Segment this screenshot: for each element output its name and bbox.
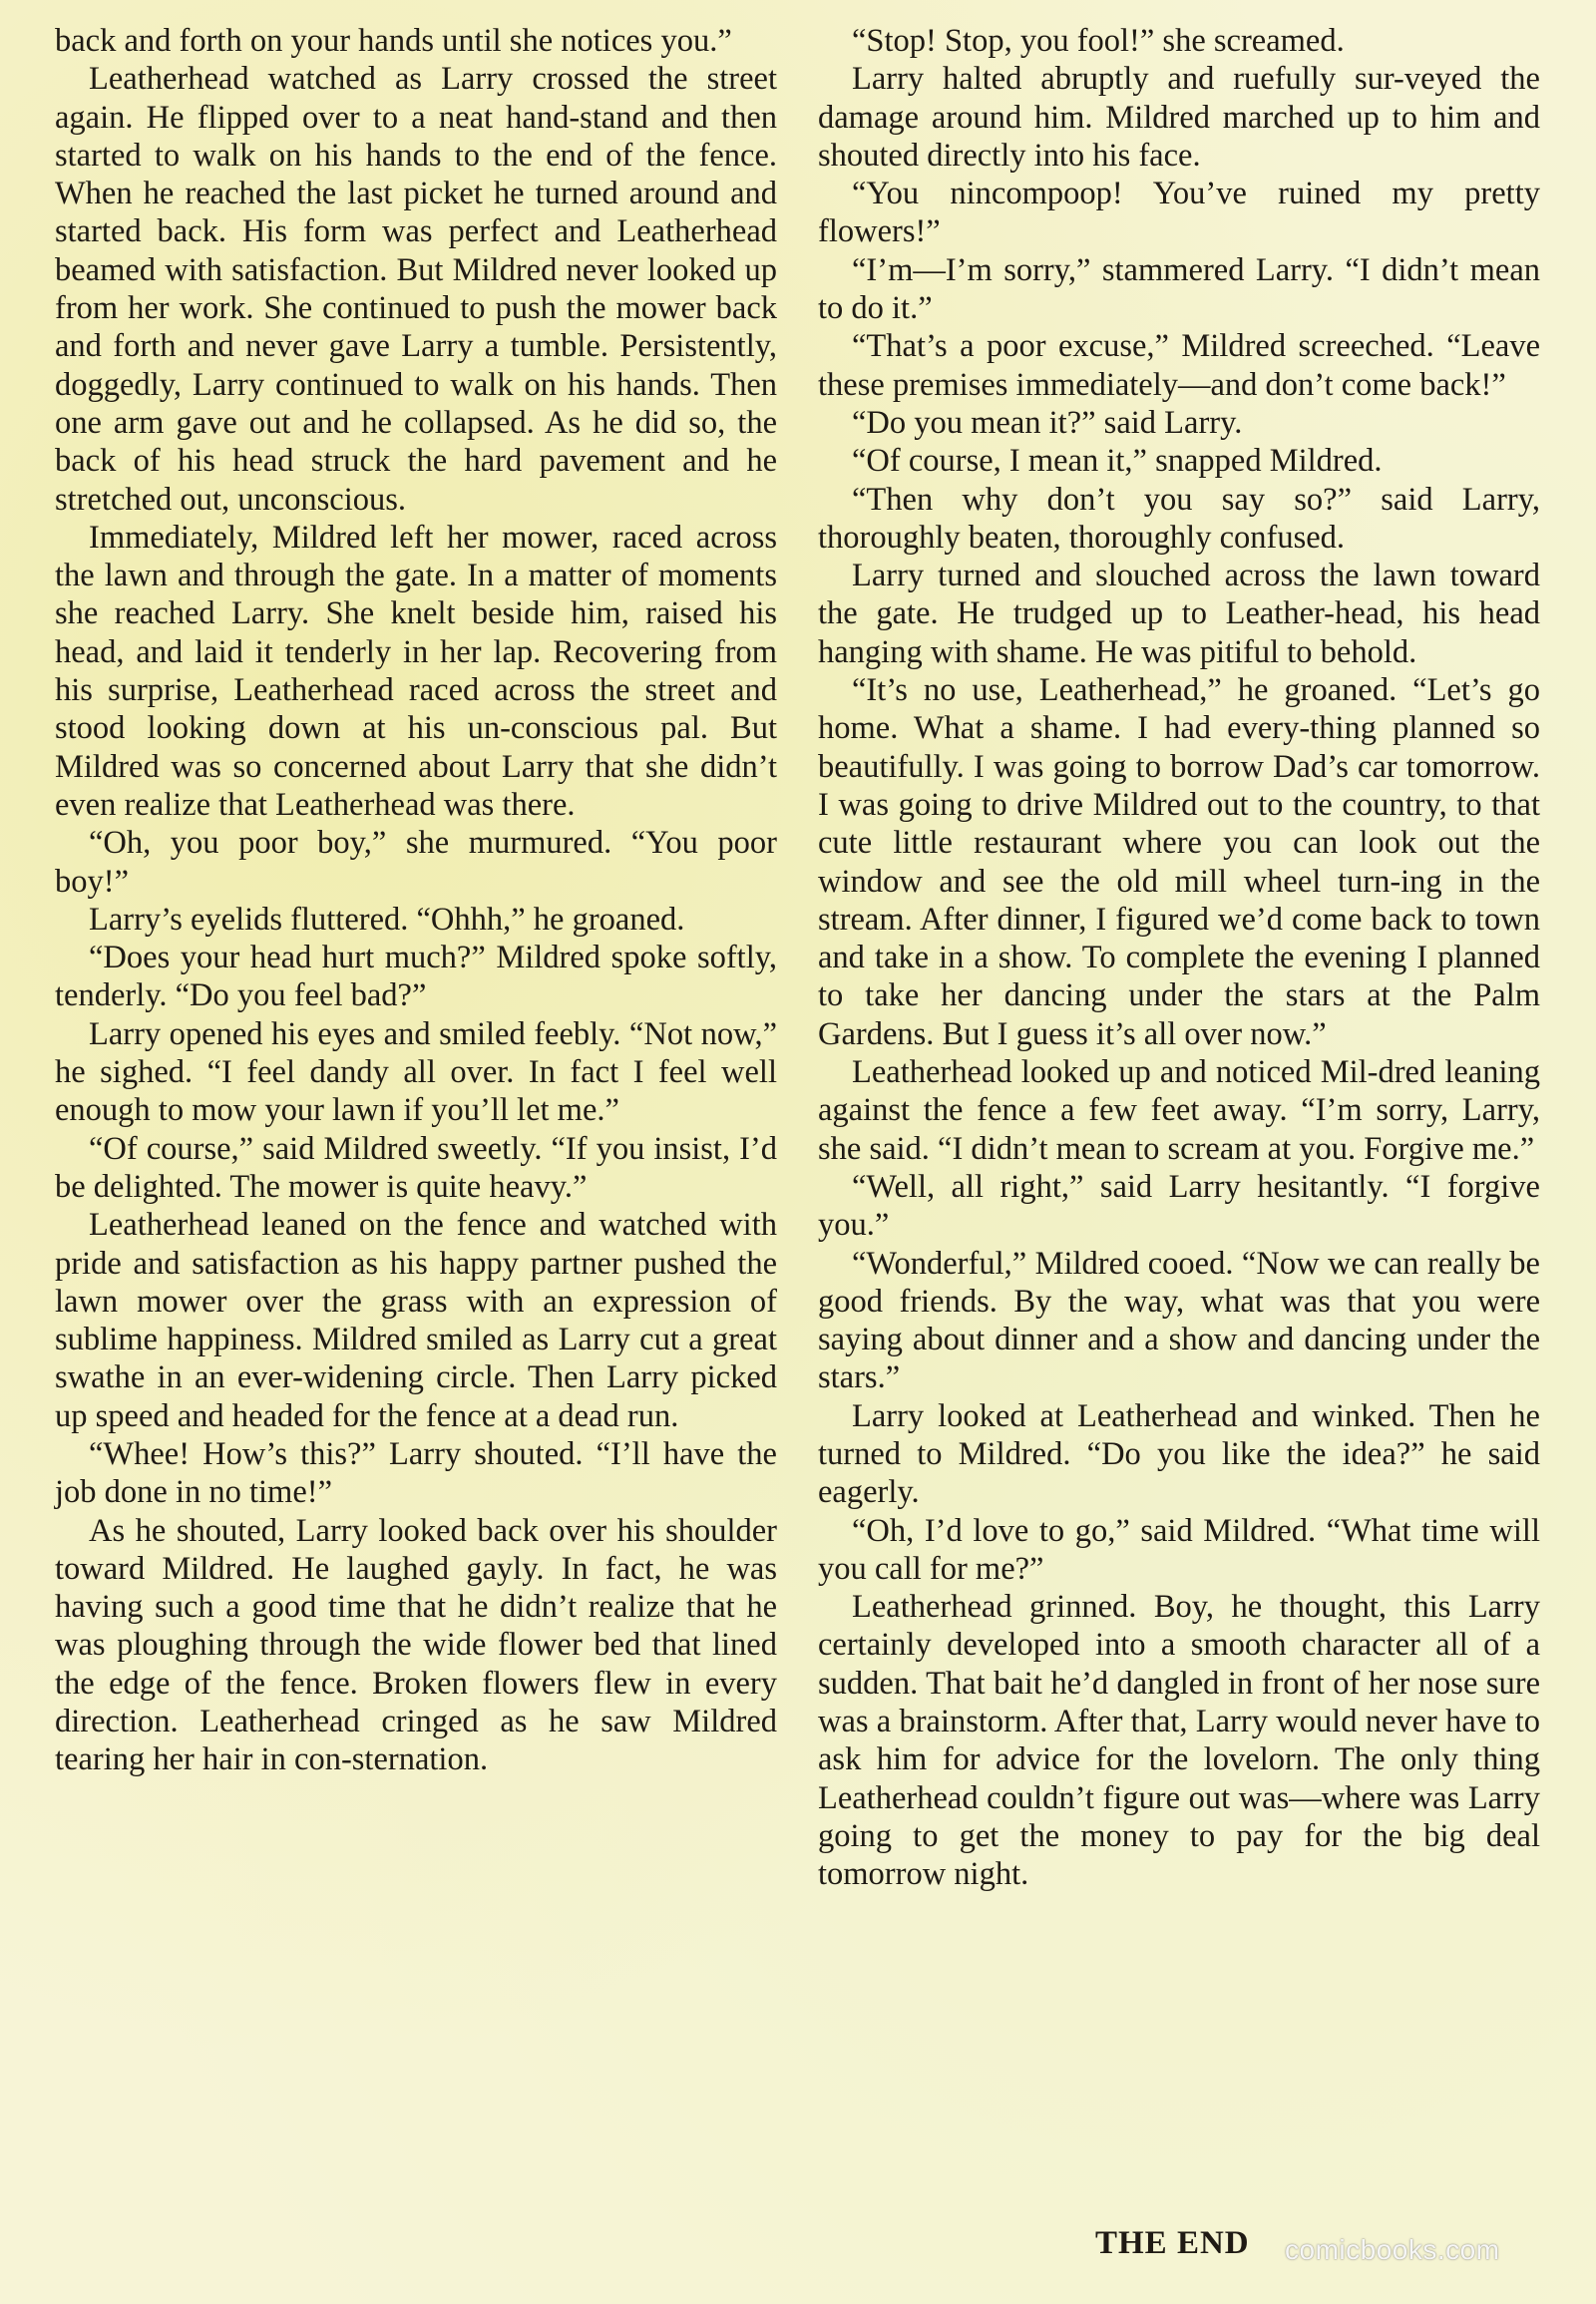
paragraph: “That’s a poor excuse,” Mildred screeched. “Leave these premises immediately—and don’t come back!”	[818, 328, 1540, 403]
paragraph: Larry turned and slouched across the lawn toward the gate. He trudged up to Leather-head, his head hanging with shame. He was pitiful to behold.	[818, 558, 1540, 670]
paragraph: “Well, all right,” said Larry hesitantly. “I forgive you.”	[818, 1168, 1540, 1244]
left-text-column	[55, 22, 777, 1779]
paragraph: “Oh, you poor boy,” she murmured. “You poor boy!”	[55, 825, 777, 900]
paragraph: “Of course, I mean it,” snapped Mildred.	[852, 443, 1383, 480]
paragraph: “You nincompoop! You’ve ruined my pretty flowers!”	[818, 176, 1540, 250]
paragraph: As he shouted, Larry looked back over his shoulder toward Mildred. He laughed gayly. In fact, he was having such a good time that he didn’t realize that he was ploughing through the wide flower bed that lined the edge of the fence. Broken flowers flew in every direction. Leatherhead cringed as he saw Mildred tearing her hair in con-sternation.	[55, 1512, 777, 1778]
right-text-column	[818, 22, 1540, 1894]
paragraph: Leatherhead looked up and noticed Mil-dred leaning against the fence a few feet away. “I’m sorry, Larry, she said. “I didn’t mean to scream at you. Forgive me.”	[818, 1054, 1540, 1167]
paragraph: Leatherhead watched as Larry crossed the street again. He flipped over to a neat hand-stand and then started to walk on his hands to the end of the fence. When he reached the last picket he turned around and started back. His form was perfect and Leatherhead beamed with satisfaction. But Mildred never looked up from her work. She continued to push the mower back and forth and never gave Larry a tumble. Persistently, doggedly, Larry continued to walk on his hands. Then one arm gave out and he collapsed. As he did so, the back of his head struck the hard pavement and he stretched out, unconscious.	[55, 61, 777, 518]
paragraph: Larry’s eyelids fluttered. “Ohhh,” he groaned.	[89, 901, 685, 938]
paragraph: “Wonderful,” Mildred cooed. “Now we can really be good friends. By the way, what was that you were saying about dinner and a show and dancing under the stars.”	[818, 1245, 1540, 1396]
paragraph: “Oh, I’d love to go,” said Mildred. “What time will you call for me?”	[818, 1512, 1540, 1587]
paragraph: “I’m—I’m sorry,” stammered Larry. “I didn’t mean to do it.”	[818, 251, 1540, 327]
paragraph: Larry halted abruptly and ruefully sur-veyed the damage around him. Mildred marched up to him and shouted directly into his face.	[818, 61, 1540, 174]
paragraph: back and forth on your hands until she notices you.”	[55, 23, 732, 59]
the-end-label: THE END	[1095, 2225, 1250, 2261]
paragraph: “Do you mean it?” said Larry.	[852, 404, 1243, 441]
paragraph: “Whee! How’s this?” Larry shouted. “I’ll have the job done in no time!”	[55, 1435, 777, 1511]
watermark-text: comicbooks.com	[1285, 2234, 1500, 2265]
paragraph: “Does your head hurt much?” Mildred spoke softly, tenderly. “Do you feel bad?”	[55, 940, 777, 1014]
paragraph: “Stop! Stop, you fool!” she screamed.	[852, 23, 1345, 59]
paragraph: Larry opened his eyes and smiled feebly. “Not now,” he sighed. “I feel dandy all over. In fact I feel well enough to mow your lawn if you’ll let me.”	[55, 1015, 777, 1129]
paragraph: Leatherhead grinned. Boy, he thought, this Larry certainly developed into a smooth character all of a sudden. That bait he’d dangled in front of her nose sure was a brainstorm. After that, Larry would never have to ask him for advice for the lovelorn. The only thing Leatherhead couldn’t figure out was—where was Larry going to get the money to pay for the big deal tomorrow night.	[818, 1589, 1540, 1893]
paragraph: “It’s no use, Leatherhead,” he groaned. “Let’s go home. What a shame. I had every-thing planned so beautifully. I was going to borrow Dad’s car tomorrow. I was going to drive Mildred out to the country, to that cute little restaurant where you can look out the window and see the old mill wheel turn-ing in the stream. After dinner, I figured we’d come back to town and take in a show. To complete the evening I planned to take her dancing under the stars at the Palm Gardens. But I guess it’s all over now.”	[818, 672, 1540, 1052]
paragraph: Immediately, Mildred left her mower, raced across the lawn and through the gate. In a matter of moments she reached Larry. She knelt beside him, raised his head, and laid it tenderly in her lap. Recovering from his surprise, Leatherhead raced across the street and stood looking down at his un-conscious pal. But Mildred was so concerned about Larry that she didn’t even realize that Leatherhead was there.	[55, 519, 777, 823]
paragraph: “Then why don’t you say so?” said Larry, thoroughly beaten, thoroughly confused.	[818, 481, 1540, 556]
paragraph: Leatherhead leaned on the fence and watched with pride and satisfaction as his happy partner pushed the lawn mower over the grass with an expression of sublime happiness. Mildred smiled as Larry cut a great swathe in an ever-widening circle. Then Larry picked up speed and headed for the fence at a dead run.	[55, 1207, 777, 1434]
paragraph: Larry looked at Leatherhead and winked. Then he turned to Mildred. “Do you like the idea?” he said eagerly.	[818, 1397, 1540, 1511]
paragraph: “Of course,” said Mildred sweetly. “If you insist, I’d be delighted. The mower is quite heavy.”	[55, 1130, 777, 1205]
